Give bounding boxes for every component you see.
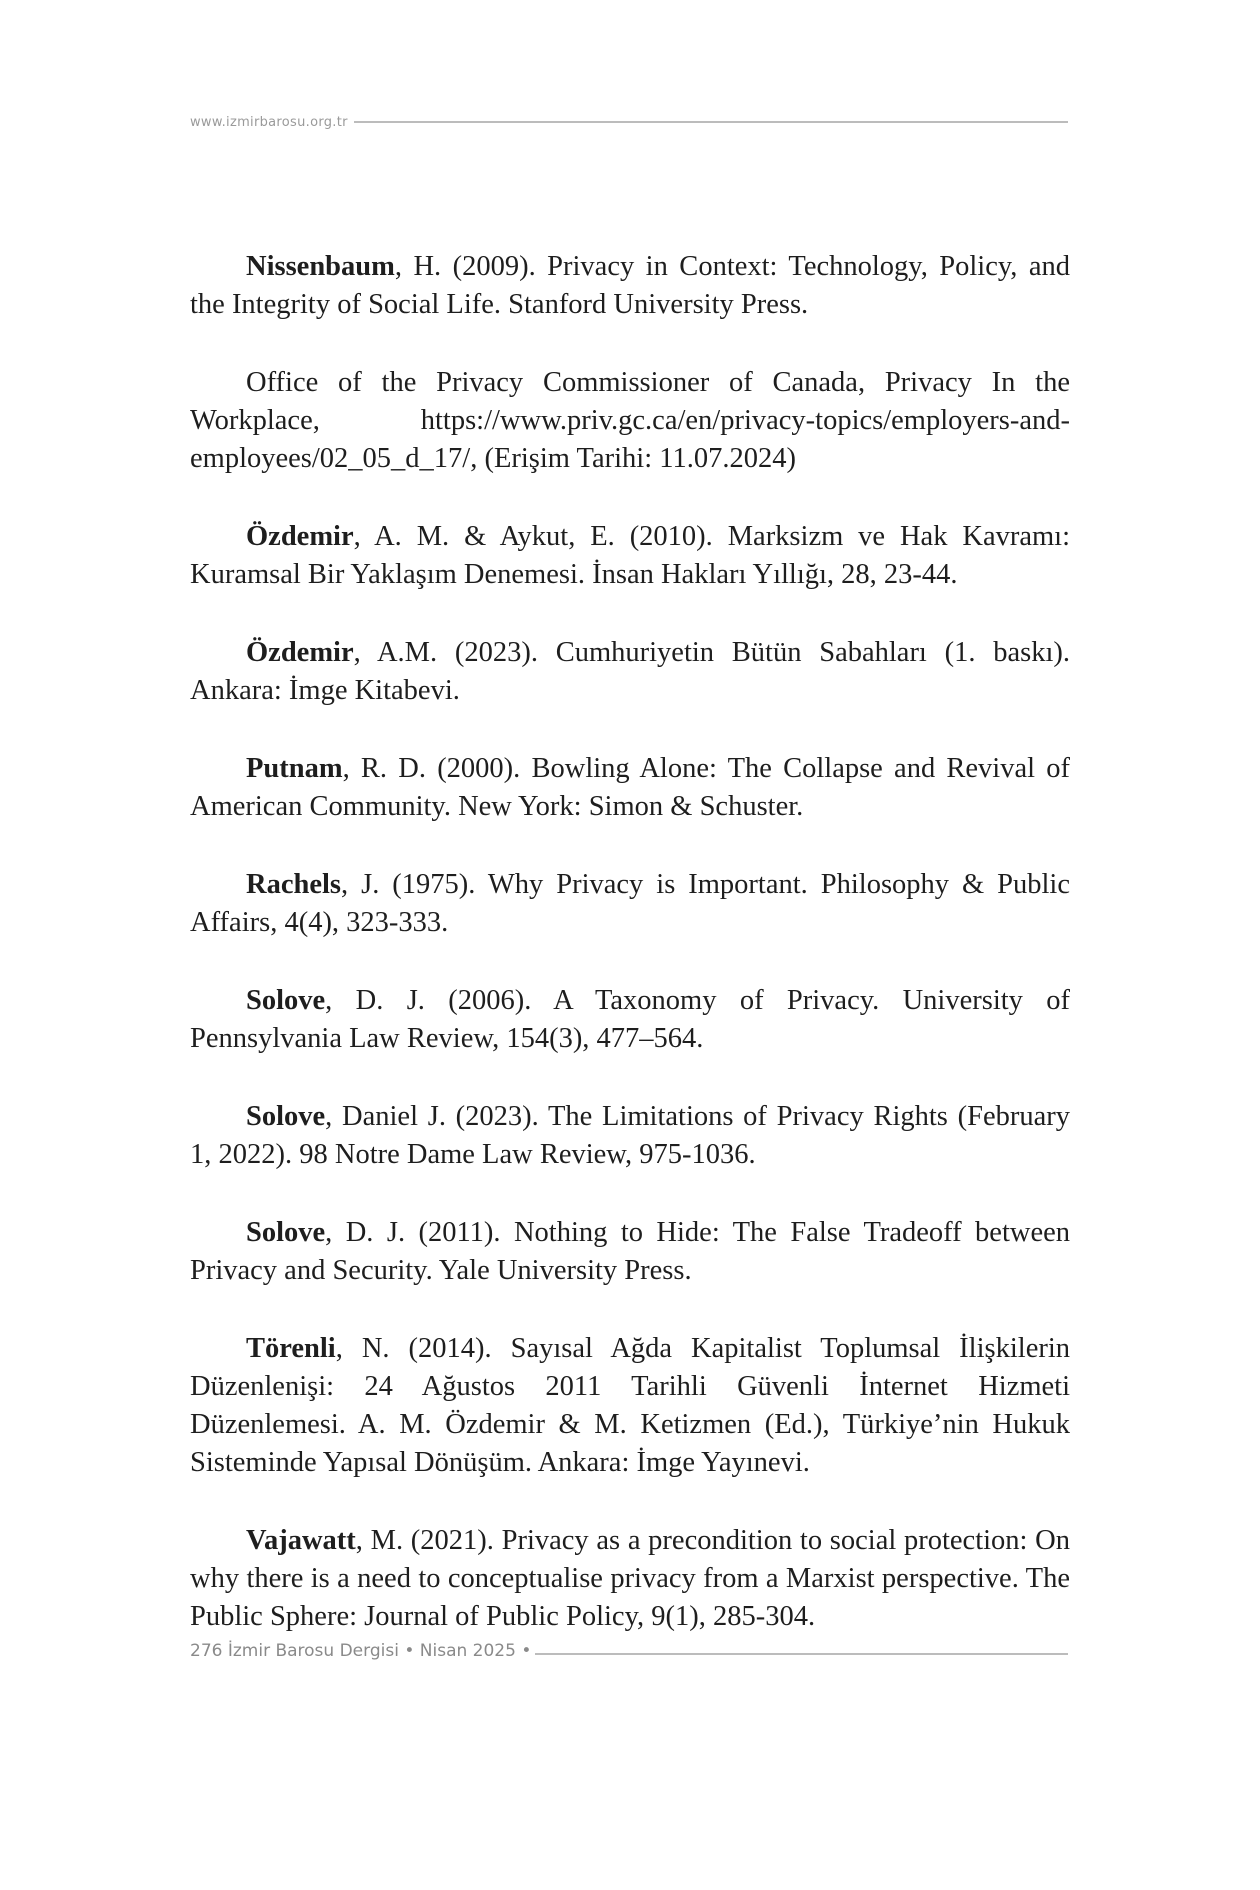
reference-item xyxy=(190,634,1070,710)
reference-text: , D. J. (2011). Nothing to Hide: The False Tradeoff between Privacy and Security. Yale University Press. xyxy=(190,1217,1070,1286)
reference-author: Nissenbaum xyxy=(246,251,395,282)
page-footer xyxy=(190,1641,1068,1667)
references-list xyxy=(190,248,1070,1676)
reference-text: Office of the Privacy Commissioner of Canada, Privacy In the Workplace, https://www.priv.gc.ca/en/privacy-topics/employers-and-employees/02_05_d_17/, (Erişim Tarihi: 11.07.2024) xyxy=(190,367,1070,474)
reference-text: , R. D. (2000). Bowling Alone: The Collapse and Revival of American Community. New York: Simon & Schuster. xyxy=(190,753,1070,822)
reference-item xyxy=(190,1214,1070,1290)
reference-author: Vajawatt xyxy=(246,1525,356,1556)
footer-text: 276 İzmir Barosu Dergisi • Nisan 2025 • xyxy=(190,1641,535,1661)
reference-text: , A.M. (2023). Cumhuriyetin Bütün Sabahları (1. baskı). Ankara: İmge Kitabevi. xyxy=(190,637,1070,706)
reference-text: , D. J. (2006). A Taxonomy of Privacy. University of Pennsylvania Law Review, 154(3), 477–564. xyxy=(190,985,1070,1054)
reference-author: Putnam xyxy=(246,753,343,784)
reference-item xyxy=(190,1098,1070,1174)
reference-author: Solove xyxy=(246,1101,326,1132)
reference-text: , A. M. & Aykut, E. (2010). Marksizm ve Hak Kavramı: Kuramsal Bir Yaklaşım Denemesi. İnsan Hakları Yıllığı, 28, 23-44. xyxy=(190,521,1070,590)
reference-text: , N. (2014). Sayısal Ağda Kapitalist Toplumsal İlişkilerin Düzenlenişi: 24 Ağustos 2011 Tarihli Güvenli İnternet Hizmeti Düzenlemesi. A. M. Özdemir & M. Ketizmen (Ed.), Türkiye’nin Hukuk Sisteminde Yapısal Dönüşüm. Ankara: İmge Yayınevi. xyxy=(190,1333,1070,1478)
reference-item xyxy=(190,750,1070,826)
header-rule xyxy=(354,121,1068,123)
header-url[interactable]: www.izmirbarosu.org.tr xyxy=(190,114,348,130)
reference-author: Özdemir xyxy=(246,637,354,668)
page-header xyxy=(190,112,1068,132)
reference-text: , J. (1975). Why Privacy is Important. Philosophy & Public Affairs, 4(4), 323-333. xyxy=(190,869,1070,938)
reference-item xyxy=(190,1330,1070,1482)
reference-author: Solove xyxy=(246,985,326,1016)
reference-author: Özdemir xyxy=(246,521,354,552)
reference-item xyxy=(190,518,1070,594)
reference-item xyxy=(190,866,1070,942)
reference-author: Törenli xyxy=(246,1333,336,1364)
reference-text: , H. (2009). Privacy in Context: Technology, Policy, and the Integrity of Social Life. Stanford University Press. xyxy=(190,251,1070,320)
reference-item xyxy=(190,1522,1070,1636)
reference-item xyxy=(190,248,1070,324)
reference-text: , Daniel J. (2023). The Limitations of Privacy Rights (February 1, 2022). 98 Notre Dame Law Review, 975-1036. xyxy=(190,1101,1070,1170)
reference-author: Solove xyxy=(246,1217,326,1248)
reference-item xyxy=(190,364,1070,478)
reference-author: Rachels xyxy=(246,869,341,900)
reference-item xyxy=(190,982,1070,1058)
reference-text: , M. (2021). Privacy as a precondition to social protection: On why there is a need to conceptualise privacy from a Marxist perspective. The Public Sphere: Journal of Public Policy, 9(1), 285-304. xyxy=(190,1525,1070,1632)
